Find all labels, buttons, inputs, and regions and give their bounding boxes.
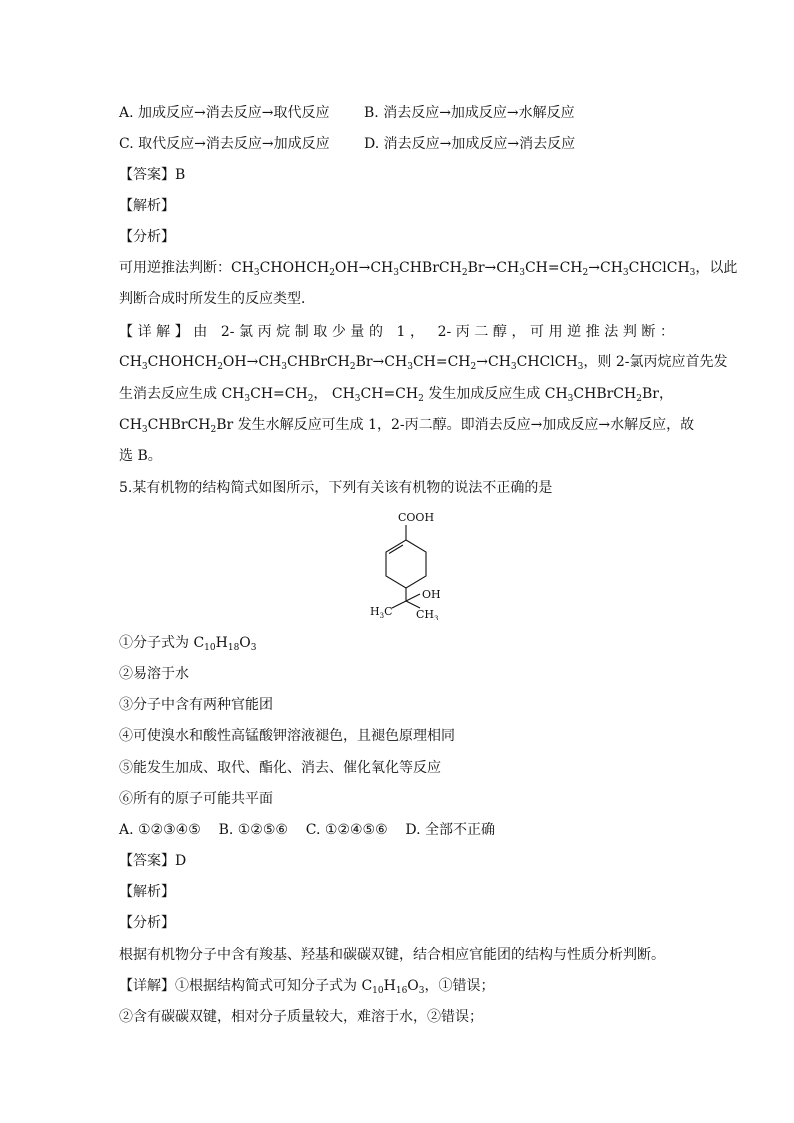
text: Br→CH: [355, 354, 408, 370]
q5-item5: ⑤能发生加成、取代、酯化、消去、催化氧化等反应: [119, 760, 441, 776]
text: OH→CH: [334, 260, 394, 276]
text: H: [383, 978, 396, 994]
text: CHOHCH: [147, 354, 218, 370]
q4-xiangjie-line3: [119, 384, 673, 404]
subscript: 3: [281, 362, 287, 372]
subscript: 10: [372, 986, 384, 996]
q5-item2: ②易溶于水: [119, 666, 189, 682]
option-c-row: [119, 134, 576, 154]
text: ，以此: [695, 260, 738, 276]
q4-fenxi-label: 【分析】: [119, 229, 175, 245]
q5-item1: [119, 633, 257, 653]
structure-diagram: [360, 508, 470, 620]
h3c-label: $H_3C$: [370, 605, 393, 620]
option-a: A. 加成反应→消去反应→取代反应: [119, 105, 330, 121]
text: CHClCH: [516, 354, 578, 370]
subscript: 3: [407, 362, 413, 372]
bond: [406, 601, 420, 608]
subscript: 2: [329, 268, 335, 278]
q4-xiangjie-line5: 选 B。: [119, 448, 162, 464]
subscript: 3: [393, 268, 399, 278]
text: Br 发生水解反应可生成 1，2-丙二醇。即消去反应→加成反应→水解反应，故: [216, 417, 695, 433]
ch3-label: $CH_3$: [416, 608, 439, 620]
text: O: [407, 978, 419, 994]
text: CH: [119, 354, 142, 370]
subscript: 2: [217, 362, 223, 372]
option-a-row: [119, 103, 575, 123]
text: CH=CH: [360, 386, 419, 402]
text: Br，: [641, 386, 673, 402]
text: CHBrCH: [399, 260, 462, 276]
answer-value: B: [175, 167, 186, 183]
option-b: B. 消去反应→加成反应→水解反应: [364, 105, 575, 121]
answer-value: D: [175, 853, 187, 869]
subscript: 3: [689, 268, 696, 278]
q5-fenxi-label: 【分析】: [119, 915, 175, 931]
subscript: 3: [253, 268, 260, 278]
text: CHBrCH: [573, 386, 637, 402]
text: ①分子式为 C: [119, 635, 205, 651]
subscript: 2: [349, 362, 356, 372]
q5-xiangjie-line1: [119, 976, 495, 996]
text: ， CH: [313, 386, 355, 402]
subscript: 3: [354, 394, 361, 404]
subscript: 2: [210, 425, 217, 435]
q4-xiangjie-line4: [119, 415, 694, 435]
text: CH: [119, 417, 142, 433]
text: CHClCH: [628, 260, 690, 276]
q5-item6: ⑥所有的原子可能共平面: [119, 791, 273, 807]
bond: [406, 594, 420, 601]
text: CHOHCH: [259, 260, 330, 276]
text: 可用逆推法判断：CH: [119, 260, 254, 276]
ring: [386, 540, 426, 588]
text: →CH: [476, 354, 511, 370]
oh-label: OH: [422, 588, 441, 601]
subscript: 16: [395, 986, 408, 996]
option-c: C. 取代反应→消去反应→加成反应: [119, 136, 330, 152]
q5-options: A. ①②③④⑤ B. ①②⑤⑥ C. ①②④⑤⑥ D. 全部不正确: [119, 822, 496, 838]
subscript: 18: [227, 643, 240, 653]
text: ，①错误；: [424, 978, 495, 994]
subscript: 3: [567, 394, 574, 404]
text: ，则 2-氯丙烷应首先发: [583, 354, 728, 370]
subscript: 2: [470, 362, 477, 372]
subscript: 3: [244, 394, 251, 404]
text: CH=CH: [524, 260, 583, 276]
text: 【详解】①根据结构简式可知分子式为 C: [119, 978, 373, 994]
cooh-label: COOH: [398, 511, 435, 524]
text: 发生加成反应生成 CH: [423, 386, 568, 402]
q4-xiangjie-line2: [119, 352, 728, 372]
text: OH→CH: [222, 354, 282, 370]
subscript: 10: [204, 643, 216, 653]
q4-answer: [119, 165, 185, 185]
q5-jiexi-label: 【解析】: [119, 884, 175, 900]
subscript: 2: [418, 394, 424, 404]
q4-fenxi-line1: [119, 258, 737, 278]
q4-jiexi-label: 【解析】: [119, 198, 175, 214]
answer-label: 【答案】: [119, 167, 175, 183]
subscript: 3: [418, 986, 425, 996]
subscript: 3: [250, 643, 257, 653]
subscript: 2: [636, 394, 642, 404]
q4-xiangjie-line1: 【详解】由 2-氯丙烷制取少量的 1， 2-丙二醇，可用逆推法判断：: [119, 324, 674, 340]
subscript: 2: [461, 268, 468, 278]
subscript: 3: [141, 425, 148, 435]
text: Br→CH: [467, 260, 520, 276]
text: CHBrCH: [147, 417, 211, 433]
text: H: [215, 635, 228, 651]
q5-fenxi-text: 根据有机物分子中含有羧基、羟基和碳碳双键，结合相应官能团的结构与性质分析判断。: [119, 947, 665, 963]
subscript: 3: [577, 362, 584, 372]
q5-answer: [119, 851, 186, 871]
subscript: 2: [582, 268, 589, 278]
subscript: 3: [141, 362, 148, 372]
q5-item4: ④可使溴水和酸性高锰酸钾溶液褪色，且褪色原理相同: [119, 728, 455, 744]
text: CHBrCH: [287, 354, 350, 370]
text: →CH: [588, 260, 623, 276]
q4-fenxi-line2: 判断合成时所发生的反应类型．: [119, 291, 315, 307]
q5-item3: ③分子中含有两种官能团: [119, 697, 273, 713]
subscript: 3: [622, 268, 629, 278]
option-d: D. 消去反应→加成反应→消去反应: [364, 136, 576, 152]
text: 生消去反应生成 CH: [119, 386, 245, 402]
text: CH=CH: [250, 386, 308, 402]
answer-label: 【答案】: [119, 853, 175, 869]
bond: [392, 601, 406, 608]
q5-stem: 5.某有机物的结构简式如图所示，下列有关该有机物的说法不正确的是: [119, 480, 553, 496]
subscript: 2: [307, 394, 314, 404]
q5-xiangjie-line2: ②含有碳碳双键，相对分子质量较大，难溶于水，②错误；: [119, 1009, 483, 1025]
subscript: 3: [510, 362, 517, 372]
text: CH=CH: [412, 354, 471, 370]
text: O: [239, 635, 251, 651]
subscript: 3: [519, 268, 525, 278]
